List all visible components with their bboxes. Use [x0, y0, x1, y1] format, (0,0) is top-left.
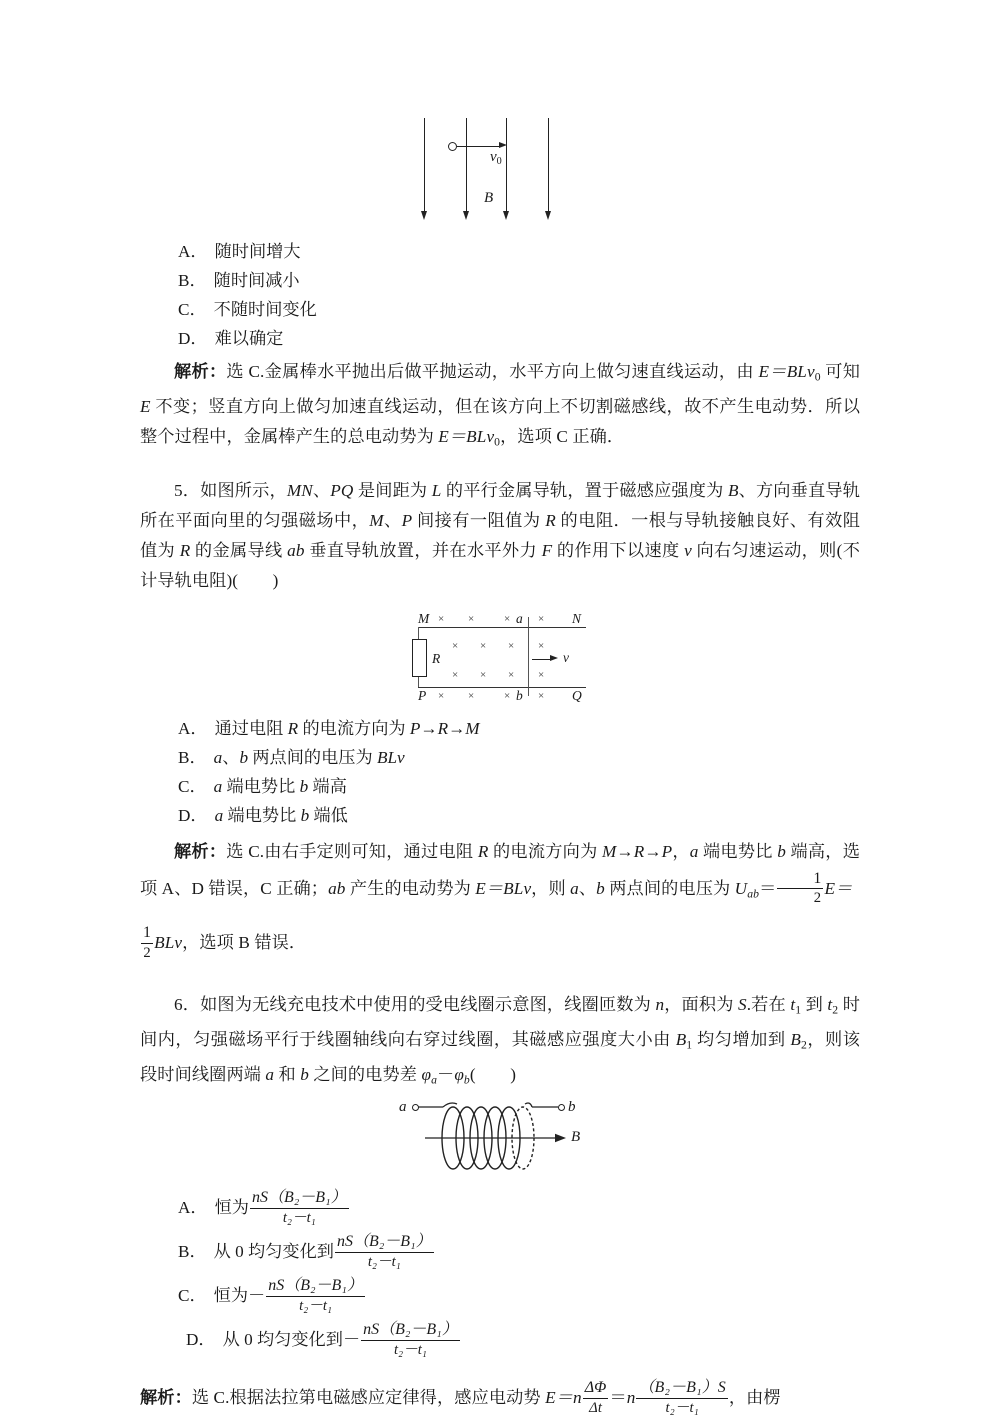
q6-option-d-num: nS（B₂－B₁） [361, 1321, 460, 1341]
field-label-B: B [484, 190, 494, 206]
q6-option-a-prefix: 恒为 [214, 1197, 249, 1217]
q6-potential-difference: $\varphi_a-\varphi_b$ [421, 1065, 470, 1087]
figure-coil-wrap [140, 1098, 860, 1174]
q6-sol-fraction-2 [636, 1379, 727, 1416]
field-line-2-arrow [463, 211, 469, 220]
q5-option-d-label: D． [178, 805, 208, 825]
figure-field-lines-wrap [140, 118, 860, 223]
field-line-3 [506, 118, 507, 214]
q5-symbol-MN: MN [286, 480, 313, 500]
q5-option-d-sym1: a [214, 805, 224, 825]
field-line-3-arrow [503, 211, 509, 220]
coil-label-b: b [568, 1098, 576, 1115]
q6-option-a-num: nS（B₂－B₁） [250, 1189, 349, 1209]
q5-fraction2-num: 1 [141, 924, 153, 944]
field-line-2 [466, 118, 467, 214]
q6-symbol-b: b [300, 1065, 309, 1085]
q5-sol-g: ，则 [531, 878, 571, 898]
coil-field-label-B: B [571, 1128, 581, 1145]
q5-sol-d: 端电势比 [698, 841, 778, 861]
q4-option-a[interactable] [140, 237, 860, 266]
q5-option-a[interactable] [140, 714, 860, 743]
q6-stem [140, 990, 860, 1096]
q4-solution-part2: 可知 [820, 362, 860, 381]
q5-option-d-sym2: b [300, 805, 310, 825]
q5-solution [140, 834, 860, 912]
q5-sol-b2: b [777, 841, 786, 861]
q5-sol-b3: b [596, 878, 605, 898]
q6-stem-8: 和 [274, 1065, 301, 1085]
q5-stem-12: 向右匀速运动，则(不计导轨电阻)( ) [140, 540, 861, 590]
q5-solution-label: 解析： [174, 841, 227, 861]
q5-sol-direction: M→R→P [602, 841, 673, 861]
q5-stem-10: 垂直导轨放置，并在水平外力 [304, 540, 542, 560]
q5-fraction2-den: 2 [143, 944, 151, 961]
terminal-b-dot [558, 1104, 565, 1111]
q5-solution-cont [140, 924, 860, 962]
q5-symbol-v: v [684, 540, 692, 560]
bar-velocity-shaft [532, 659, 552, 660]
rail-label-b: b [516, 687, 523, 703]
q5-number: 5． [174, 480, 201, 500]
q4-solution-label: 解析： [174, 362, 227, 381]
q6-symbol-B1: B1 [675, 1030, 693, 1052]
q5-fraction-den: 2 [813, 890, 822, 907]
q5-stem-11: 的作用下以速度 [552, 540, 685, 560]
q5-option-c-sym2: b [299, 776, 309, 796]
field-cross: × [504, 689, 511, 702]
q6-sol-E: E＝ [545, 1387, 573, 1407]
field-cross: × [480, 639, 487, 652]
q6-option-b[interactable] [140, 1230, 860, 1274]
terminal-a-dot [412, 1104, 419, 1111]
q6-sol-f2-num: （B₂－B₁）S [636, 1379, 727, 1399]
q5-symbol-L: L [431, 480, 442, 500]
q5-sol-ab: ab [328, 878, 346, 898]
q6-option-c-fraction [266, 1277, 365, 1314]
bar-velocity-label: v [563, 649, 569, 665]
q6-solution [140, 1378, 860, 1418]
q5-sol-a2: a [689, 841, 699, 861]
field-cross: × [452, 639, 459, 652]
q5-option-b-sym2: b [239, 747, 249, 767]
q5-option-c[interactable] [140, 772, 860, 801]
q4-solution-part4: ，选项 C 正确． [500, 427, 625, 447]
q5-stem-3: 是间距为 [353, 480, 432, 500]
q4-formula-1: E＝BLv0 [758, 362, 821, 384]
q5-symbol-R2: R [179, 540, 191, 560]
q6-option-d-fraction [361, 1321, 460, 1358]
field-cross: × [468, 689, 475, 702]
q4-option-d-text: 难以确定 [214, 329, 284, 348]
q5-symbol-ab: ab [287, 540, 305, 560]
q6-option-a-label: A． [178, 1197, 208, 1217]
q4-symbol-E: E [140, 397, 151, 417]
q6-option-b-fraction [335, 1233, 434, 1270]
q6-sol-f1-num: ΔΦ [583, 1379, 609, 1399]
parallel-rails-diagram [400, 604, 600, 704]
q4-option-c[interactable] [140, 295, 860, 324]
field-line-1 [424, 118, 425, 214]
field-line-4-arrow [545, 211, 551, 220]
q5-stem-6: 、 [383, 510, 402, 530]
resistor-R [412, 639, 427, 677]
q5-fraction-num: 1 [777, 870, 823, 890]
bar-velocity-head [550, 655, 558, 661]
field-cross: × [504, 612, 511, 625]
q6-option-a[interactable] [140, 1186, 860, 1230]
q5-option-c-mid: 端电势比 [222, 776, 300, 796]
velocity-arrow-shaft [457, 146, 501, 147]
q6-sol-f2-den: t₂－t₁ [665, 1399, 699, 1416]
q6-solution-label: 解析： [140, 1387, 192, 1407]
q4-option-b-label: B． [178, 271, 207, 290]
velocity-arrow-head [499, 142, 507, 148]
q5-stem-5: 、方向垂直导轨所在平面向里的匀强磁场中， [140, 480, 860, 530]
q5-fraction-half-2 [141, 924, 153, 961]
field-line-4 [548, 118, 549, 214]
q6-option-b-den: t₂－t₁ [367, 1253, 401, 1270]
q5-symbol-P: P [401, 510, 413, 530]
q5-sol-j: ，选项 B 错误． [182, 932, 307, 952]
q5-option-a-label: A． [178, 718, 208, 738]
q6-sol-n2: n [626, 1387, 636, 1407]
q5-sol-h: 、 [578, 878, 597, 898]
field-cross: × [438, 689, 445, 702]
q6-symbol-n: n [655, 994, 665, 1014]
q5-stem [140, 476, 860, 596]
q4-option-d[interactable] [140, 324, 860, 353]
q6-stem-4: 到 [801, 994, 828, 1014]
field-cross: × [480, 668, 487, 681]
q6-option-c-den: t₂－t₁ [299, 1297, 332, 1314]
q5-sol-i: 两点间的电压为 [604, 878, 735, 898]
q6-option-c-prefix: 恒为 [213, 1285, 249, 1305]
q5-sol-U: U [734, 878, 748, 898]
q5-option-b[interactable] [140, 743, 860, 772]
q4-option-c-text: 不随时间变化 [213, 300, 317, 319]
q6-symbol-S: S [738, 994, 747, 1014]
q4-solution [140, 357, 860, 458]
q5-symbol-PQ: PQ [330, 480, 354, 500]
q5-sol-Uab-expr [734, 869, 853, 907]
metal-rod-bead-icon [448, 142, 457, 151]
q6-stem-2: ，面积为 [664, 994, 739, 1014]
q5-sol-BLv: BLv [154, 932, 183, 952]
q4-option-b-text: 随时间减小 [213, 271, 300, 290]
q5-option-b-label: B． [178, 747, 207, 767]
q6-option-d-prefix: 从 0 均匀变化到 [222, 1329, 343, 1349]
q5-sol-a: 选 C.由右手定则可知，通过电阻 [226, 841, 478, 861]
q6-sol-fraction-1 [583, 1379, 609, 1416]
q6-stem-1: 如图为无线充电技术中使用的受电线圈示意图，线圈匝数为 [200, 994, 656, 1014]
q5-sol-eq: ＝ [759, 878, 777, 898]
q5-sol-e: 端高，选项 A、D 错误，C 正确； [140, 841, 860, 898]
field-cross: × [508, 639, 515, 652]
rail-label-M: M [418, 610, 430, 626]
rail-label-a: a [516, 610, 523, 626]
field-cross: × [452, 668, 459, 681]
field-line-1-arrow [421, 211, 427, 220]
q5-option-a-sym2: P→R→M [409, 718, 480, 738]
field-cross: × [538, 612, 545, 625]
moving-bar-ab [528, 617, 529, 696]
q5-option-c-post: 端高 [308, 776, 347, 796]
q6-stem-3: .若在 [746, 994, 791, 1014]
field-cross: × [538, 668, 545, 681]
q6-option-b-label: B． [178, 1241, 207, 1261]
q6-stem-10: ( ) [469, 1065, 517, 1085]
page-content [140, 0, 860, 1418]
q6-option-d-den: t₂－t₁ [393, 1341, 427, 1358]
q5-option-b-sym1: a [213, 747, 223, 767]
q6-option-b-num: nS（B₂－B₁） [335, 1233, 434, 1253]
q6-option-c[interactable] [140, 1274, 860, 1318]
q6-option-a-den: t₂－t₁ [282, 1209, 316, 1226]
q4-option-b[interactable] [140, 266, 860, 295]
q5-option-c-label: C． [178, 776, 207, 796]
q5-sol-E-end: E＝ [824, 878, 853, 898]
q6-sol-tail: ，由楞 [728, 1387, 781, 1407]
q5-sol-R: R [477, 841, 489, 861]
q5-sol-U-sub: ab [747, 886, 760, 900]
q5-stem-4: 的平行金属导轨，置于磁感应强度为 [441, 480, 728, 500]
q5-symbol-M: M [369, 510, 384, 530]
q5-stem-8: 的电阻．一根与导轨接触良好、有效阻值为 [140, 510, 860, 560]
q6-symbol-a: a [265, 1065, 275, 1085]
q6-number: 6． [174, 994, 201, 1014]
rail-top-MN [418, 627, 586, 628]
q5-sol-a3: a [570, 878, 579, 898]
q5-option-d[interactable] [140, 801, 860, 830]
q5-option-b-post: 两点间的电压为 [248, 747, 377, 767]
q6-stem-6: 均匀增加到 [692, 1030, 791, 1050]
q5-sol-f: 产生的电动势为 [345, 878, 476, 898]
q5-option-b-sym3: BLv [376, 747, 405, 767]
q6-sol-a: 选 C.根据法拉第电磁感应定律得，感应电动势 [191, 1387, 546, 1407]
q5-sol-final-expr [140, 923, 183, 961]
resistor-label-R: R [432, 650, 441, 666]
q5-sol-E: E＝BLv [475, 878, 532, 898]
q6-option-c-sign: － [248, 1285, 266, 1305]
velocity-label: v0 [490, 149, 502, 167]
q5-option-a-sym1: R [287, 718, 299, 738]
q5-symbol-B: B [727, 480, 739, 500]
q5-stem-7: 间接有一阻值为 [412, 510, 546, 530]
q5-symbol-R: R [545, 510, 556, 530]
q4-solution-part1: 选 C.金属棒水平抛出后做平抛运动，水平方向上做匀速直线运动，由 [226, 362, 759, 381]
solenoid-coil-diagram [395, 1098, 605, 1174]
q6-option-b-prefix: 从 0 均匀变化到 [213, 1241, 334, 1261]
q5-stem-1: 如图所示， [200, 480, 287, 500]
field-cross: × [438, 612, 445, 625]
q6-symbol-t1: t1 [790, 994, 802, 1017]
field-cross: × [538, 689, 545, 702]
q5-sol-c: ， [672, 841, 690, 861]
q5-option-a-pre: 通过电阻 [214, 718, 288, 738]
q6-symbol-B2: B2 [790, 1030, 807, 1052]
rail-label-P: P [418, 687, 427, 703]
q5-stem-9: 的金属导线 [190, 540, 288, 560]
q5-option-d-post: 端低 [309, 805, 348, 825]
q5-fraction-half [777, 870, 823, 907]
projectile-in-magnetic-field-diagram [400, 118, 600, 223]
q5-option-b-mid: 、 [222, 747, 240, 767]
q6-sol-eq2: ＝ [609, 1387, 627, 1407]
q6-sol-n1: n [572, 1387, 582, 1407]
q6-option-d-label: D． [186, 1329, 216, 1349]
q6-option-d[interactable] [140, 1318, 860, 1362]
field-cross: × [508, 668, 515, 681]
q6-option-c-num: nS（B₂－B₁） [266, 1277, 365, 1297]
q4-option-d-label: D． [178, 329, 208, 348]
q4-option-a-text: 随时间增大 [214, 242, 301, 261]
q4-formula-2: E＝BLv0 [438, 427, 501, 449]
q6-option-a-fraction [250, 1189, 349, 1226]
q5-symbol-F: F [541, 540, 553, 560]
q6-stem-7: ，则该段时间线圈两端 [140, 1030, 860, 1085]
q4-option-a-label: A． [178, 242, 208, 261]
q6-sol-f1-den: Δt [589, 1399, 602, 1416]
q5-stem-2: 、 [312, 480, 331, 500]
q6-stem-9: 之间的电势差 [308, 1065, 422, 1085]
q5-sol-b: 的电流方向为 [488, 841, 603, 861]
figure-rails-wrap [140, 604, 860, 704]
q6-option-d-sign: － [342, 1329, 361, 1349]
coil-label-a: a [399, 1098, 407, 1115]
field-cross: × [468, 612, 475, 625]
q4-solution-part3: 不变；竖直方向上做匀加速直线运动，但在该方向上不切割磁感线，故不产生电动势．所以整个过程中，金属棒产生的总电动势为 [140, 397, 860, 447]
q4-option-c-label: C． [178, 300, 207, 319]
q6-option-c-label: C． [178, 1285, 207, 1305]
q6-symbol-t2: t2 [827, 994, 839, 1017]
rail-label-Q: Q [572, 687, 582, 703]
rail-bottom-PQ [418, 687, 586, 688]
q5-option-a-mid: 的电流方向为 [298, 718, 410, 738]
field-cross: × [538, 639, 545, 652]
q5-option-c-sym1: a [213, 776, 223, 796]
rail-label-N: N [572, 610, 582, 626]
q6-stem-5: 时间内，匀强磁场平行于线圈轴线向右穿过线圈，其磁感应强度大小由 [140, 994, 860, 1050]
q5-option-d-mid: 端电势比 [223, 805, 301, 825]
